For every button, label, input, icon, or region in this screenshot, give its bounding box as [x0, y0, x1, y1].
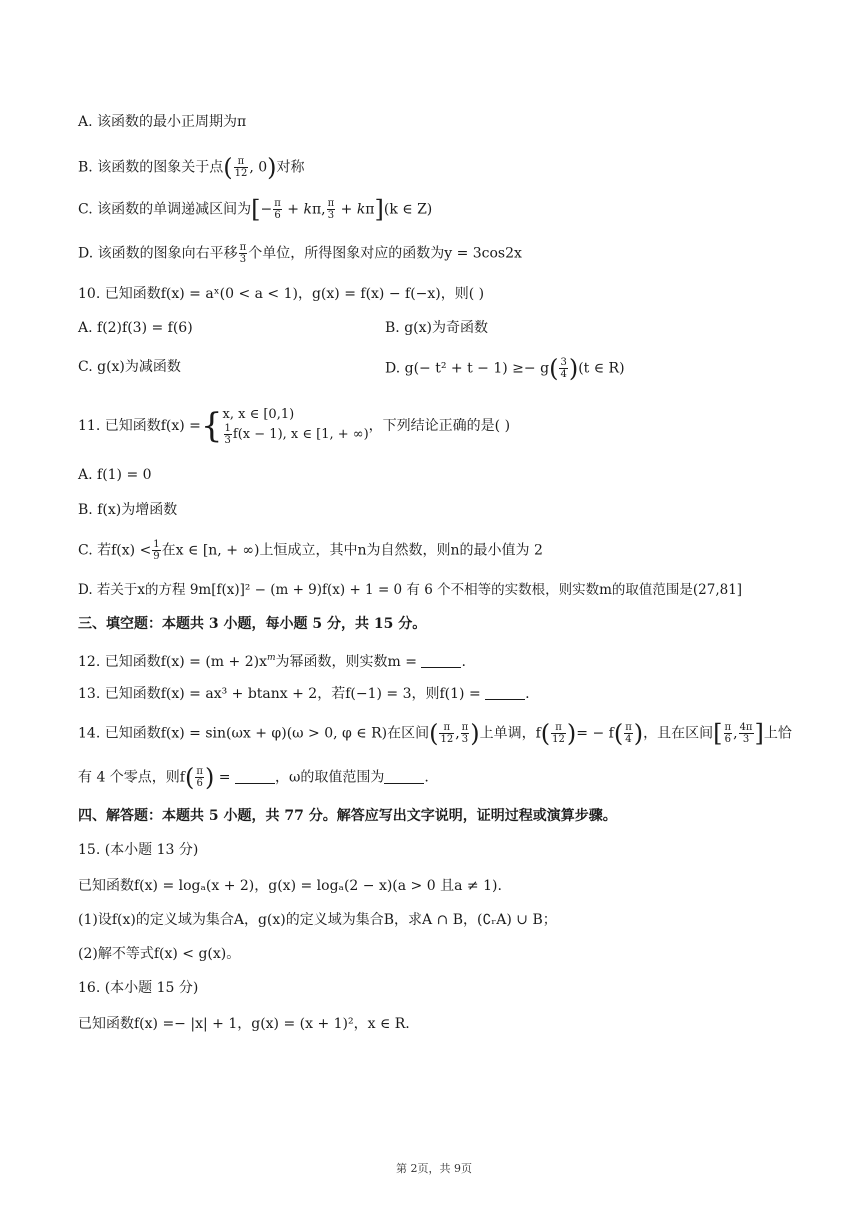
- q9-option-c-tail: (k ∈ Z): [383, 201, 433, 218]
- q10-option-c: [78, 357, 181, 377]
- q9-option-d: D. 该函数的图象向右平移 $\frac{\pi}{3}$ 个单位，所得图象对应的函数为y = 3cos2x: [78, 242, 522, 265]
- section-4-text: 四、解答题：本题共 5 小题，共 77 分。解答应写出文字说明，证明过程或演算步骤。: [78, 808, 617, 824]
- q11-option-c: C. 若f(x) < $\frac{1}{9}$ 在x ∈ [n, + ∞)上恒成立，其中n为自然数，则n的最小值为 2: [78, 539, 543, 562]
- page-number: 第 2页，共 9页: [396, 1162, 472, 1175]
- q12-text-tail: 为幂函数，则实数m =: [275, 654, 417, 670]
- q10-option-d: D. g(− t² + t − 1) ≥− g( $\frac{3}{4}$ )(t ∈ R): [385, 354, 625, 383]
- q16-header-text: 16. (本小题 15 分): [78, 980, 199, 996]
- q9-option-d-text: D. 该函数的图象向右平移: [78, 245, 238, 262]
- q10-option-c-text: C. g(x)为减函数: [78, 359, 181, 375]
- q11-piecewise: x, x ∈ [0,1) $\frac{1}{3}$ f(x − 1), x ∈ [1, + ∞): [222, 407, 369, 446]
- q14-line1: 14. 已知函数f(x) = sin(ωx + φ)(ω > 0, φ ∈ R)在区间( $\frac{\pi}{12}$ , $\frac{\pi}{3}$ )上单调，f( $\frac{\pi}{12}$ )= − f( $\frac{\pi}{4}$ )，且在区间[ $\frac{\pi}{6}$ , $\frac{4\pi}{3}$ ]上恰: [78, 719, 792, 748]
- q10-option-b: [385, 318, 488, 338]
- q12: 12. 已知函数$f(x) = (m + 2)x^m$为幂函数，则实数m = .: [78, 653, 466, 670]
- q11-option-c-tail: 在x ∈ [n, + ∞)上恒成立，其中n为自然数，则n的最小值为 2: [161, 542, 543, 559]
- q14-answer-blank-1[interactable]: [235, 771, 275, 784]
- q11-option-d-text: D. 若关于x的方程 9m[f(x)]² − (m + 9)f(x) + 1 = 0 有 6 个不相等的实数根，则实数m的取值范围是(27,81]: [78, 582, 743, 598]
- q10-stem: [78, 284, 484, 304]
- q15-part2-text: (2)解不等式f(x) < g(x)。: [78, 946, 241, 962]
- section-3-text: 三、填空题：本题共 3 小题，每小题 5 分，共 15 分。: [78, 616, 427, 632]
- q11-option-b: [78, 500, 177, 520]
- q14-text: 14. 已知函数f(x) = sin(ωx + φ)(ω > 0, φ ∈ R)在区间: [78, 725, 430, 742]
- section-4-heading: [78, 806, 617, 826]
- q16-given: [78, 1014, 410, 1034]
- q14-text-line2: 有 4 个零点，则f: [78, 769, 185, 786]
- q15-part1: [78, 910, 557, 930]
- q12-answer-blank[interactable]: [421, 655, 461, 668]
- q10-option-a-text: A. f(2)f(3) = f(6): [78, 320, 193, 336]
- q11-stem-tail: ，下列结论正确的是( ): [368, 418, 511, 434]
- q11-option-d: [78, 580, 742, 600]
- q15-header-text: 15. (本小题 13 分): [78, 842, 199, 858]
- q11-option-b-text: B. f(x)为增函数: [78, 502, 178, 518]
- q11-option-c-text: C. 若f(x) <: [78, 542, 152, 559]
- q13-text: 13. 已知函数f(x) = ax³ + btanx + 2，若f(−1) = 3，则f(1) =: [78, 686, 481, 702]
- q11-option-a-text: A. f(1) = 0: [78, 467, 152, 483]
- q13-answer-blank[interactable]: [485, 687, 525, 700]
- page-footer: [0, 1160, 868, 1176]
- q15-given-text: 已知函数f(x) = logₐ(x + 2)，g(x) = logₐ(2 − x)(a > 0 且a ≠ 1).: [78, 878, 502, 894]
- q10-option-b-text: B. g(x)为奇函数: [385, 320, 488, 336]
- q14-answer-blank-2[interactable]: [384, 771, 424, 784]
- q9-option-a: [78, 112, 246, 132]
- q10-option-d-text: D. g(− t² + t − 1) ≥− g: [385, 360, 550, 377]
- q13: 13. 已知函数f(x) = ax³ + btanx + 2，若f(−1) = 3，则f(1) = .: [78, 686, 530, 702]
- q12-text: 12. 已知函数f(x) = (m + 2)x: [78, 654, 267, 670]
- q11-stem: 11. 已知函数f(x) ={ x, x ∈ [0,1) $\frac{1}{3}$ f(x − 1), x ∈ [1, + ∞) ，下列结论正确的是( ): [78, 406, 511, 446]
- q9-option-c-text: C. 该函数的单调递减区间为: [78, 201, 252, 218]
- q15-given: [78, 876, 502, 896]
- q10-option-d-tail: (t ∈ R): [578, 360, 625, 377]
- q15-part2: [78, 944, 240, 964]
- q9-option-d-tail: 个单位，所得图象对应的函数为y = 3cos2x: [248, 245, 522, 262]
- q16-given-text: 已知函数f(x) =− |x| + 1，g(x) = (x + 1)²，x ∈ R.: [78, 1016, 410, 1032]
- q16-header: [78, 978, 198, 998]
- q9-option-b-text: B. 该函数的图象关于点: [78, 159, 224, 176]
- q9-option-a-text: A. 该函数的最小正周期为π: [78, 114, 247, 130]
- q9-option-b-tail: 对称: [276, 159, 305, 176]
- q15-part1-text: (1)设f(x)的定义域为集合A，g(x)的定义域为集合B，求A ∩ B，(∁ᵣA) ∪ B；: [78, 912, 557, 928]
- q15-header: [78, 840, 198, 860]
- q9-option-b-fraction: $\frac{\pi}{12}$: [234, 156, 248, 179]
- q11-option-a: [78, 465, 152, 485]
- q9-option-c: C. 该函数的单调递减区间为[− $\frac{\pi}{6}$ + kπ, $\frac{\pi}{3}$ + kπ](k ∈ Z): [78, 195, 433, 224]
- q10-option-a: [78, 318, 193, 338]
- q14-line2: 有 4 个零点，则f( $\frac{\pi}{6}$ ) = ，ω的取值范围为 .: [78, 763, 429, 792]
- q10-stem-text: 10. 已知函数f(x) = aˣ(0 < a < 1)，g(x) = f(x) − f(−x)，则( ): [78, 286, 485, 302]
- q11-stem-text: 11. 已知函数f(x) =: [78, 418, 201, 434]
- q9-option-b: B. 该函数的图象关于点( $\frac{\pi}{12}$ , 0)对称: [78, 153, 305, 182]
- section-3-heading: [78, 614, 426, 634]
